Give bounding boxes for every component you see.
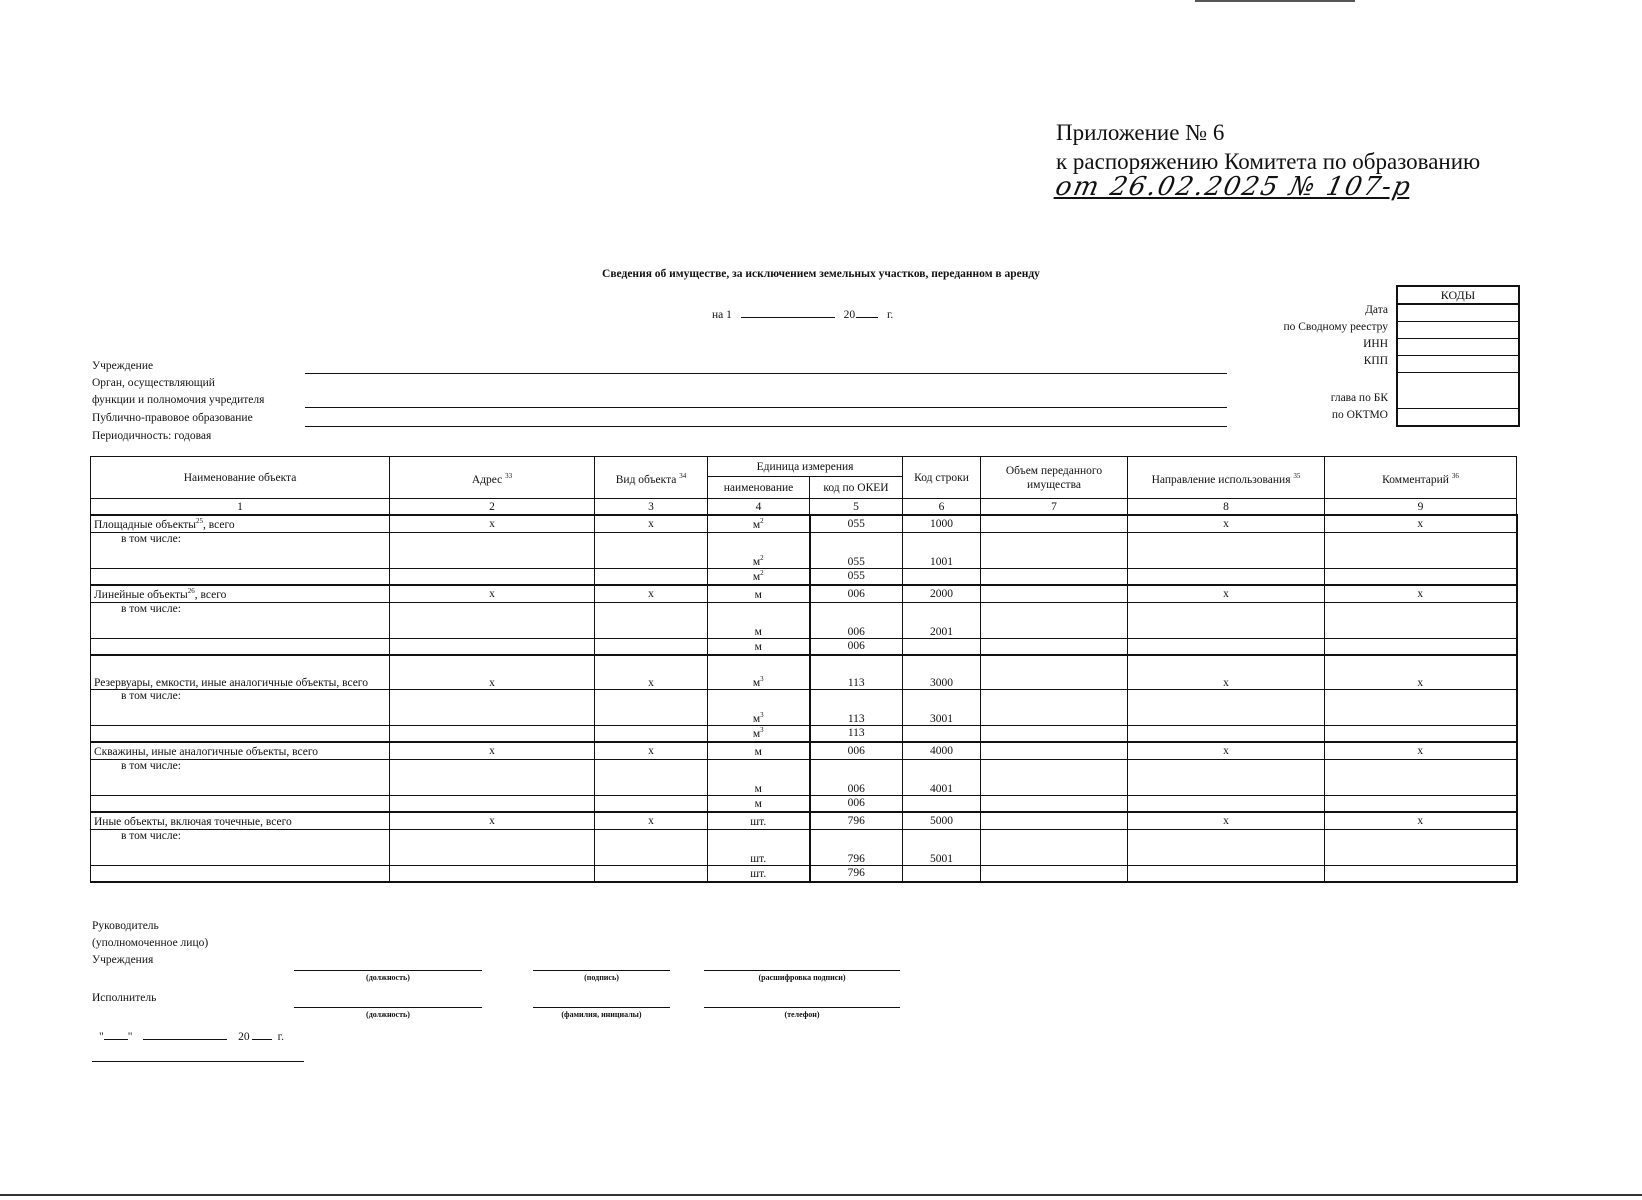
- code-label-date: Дата: [1365, 304, 1388, 316]
- unit-text: м: [754, 588, 762, 601]
- volume-cell[interactable]: [981, 655, 1128, 689]
- col-number: 8: [1128, 499, 1325, 516]
- caption-decode: (расшифровка подписи): [758, 973, 846, 982]
- section-name-cell: [91, 515, 390, 532]
- bottom-rule: [92, 1061, 304, 1062]
- code-label-inn: ИНН: [1363, 338, 1388, 350]
- head-label-line2: (уполномоченное лицо): [92, 937, 209, 949]
- address-cell: х: [390, 515, 595, 532]
- header-unit-name: наименование: [708, 477, 810, 499]
- volume-cell[interactable]: [981, 829, 1128, 865]
- unit-name-cell: [708, 568, 810, 585]
- kind-cell[interactable]: [595, 759, 708, 795]
- unit-superscript: 2: [760, 516, 764, 525]
- row-code-cell: 2001: [903, 602, 981, 638]
- year-suffix: г.: [887, 309, 894, 321]
- unit-name-cell: [708, 865, 810, 882]
- including-cell: [91, 532, 390, 568]
- header-unit: Единица измерения: [708, 457, 903, 477]
- header-object-name: Наименование объекта: [91, 457, 390, 499]
- comment-cell: х: [1325, 655, 1517, 689]
- unit-text: м: [752, 712, 761, 725]
- section-name-cell: [91, 585, 390, 602]
- unit-name-cell: [708, 689, 810, 725]
- including-cell: [91, 829, 390, 865]
- handwritten-date-number: от 26.02.2025 № 107-р: [1052, 172, 1415, 202]
- unit-name-cell: [708, 742, 810, 759]
- comment-cell[interactable]: [1325, 602, 1517, 638]
- code-cell-registry[interactable]: [1398, 322, 1518, 339]
- row-code-cell: 5001: [903, 829, 981, 865]
- okei-cell: 055: [810, 568, 903, 585]
- comment-cell: х: [1325, 515, 1517, 532]
- volume-cell[interactable]: [981, 532, 1128, 568]
- unit-name-cell: [708, 585, 810, 602]
- address-cell[interactable]: [390, 602, 595, 638]
- direction-cell[interactable]: [1128, 865, 1325, 882]
- section-blank-row: [91, 865, 1517, 882]
- address-cell: х: [390, 655, 595, 689]
- kind-cell: х: [595, 585, 708, 602]
- okei-cell: 006: [810, 795, 903, 812]
- section-total-row: [91, 812, 1517, 829]
- kind-cell[interactable]: [595, 865, 708, 882]
- okei-cell: 055: [810, 515, 903, 532]
- unit-text: м: [752, 728, 761, 741]
- name-cell[interactable]: [91, 638, 390, 655]
- month-blank-field[interactable]: [143, 1028, 227, 1040]
- header-unit-okei: код по ОКЕИ: [810, 477, 903, 499]
- row-code-cell: 1001: [903, 532, 981, 568]
- section-blank-row: [91, 725, 1517, 742]
- year-prefix: 20: [843, 309, 856, 321]
- code-label-kpp: КПП: [1363, 355, 1388, 367]
- header-comment: Комментарий $^{36}$: [1325, 457, 1517, 499]
- organ-label-line2: функции и полномочия учредителя: [92, 394, 265, 406]
- unit-name-cell: [708, 655, 810, 689]
- year-blank-field[interactable]: [856, 306, 878, 318]
- appendix-reference: к распоряжению Комитета по образованию: [1056, 149, 1481, 174]
- head-label-line3: Учреждения: [92, 954, 154, 966]
- head-decode-line[interactable]: [704, 970, 900, 971]
- column-numbers-row: [91, 499, 1517, 516]
- kind-cell[interactable]: [595, 725, 708, 742]
- col-number: 4: [708, 499, 810, 516]
- direction-cell[interactable]: [1128, 532, 1325, 568]
- row-code-cell: 4000: [903, 742, 981, 759]
- address-cell: х: [390, 585, 595, 602]
- comment-cell[interactable]: [1325, 689, 1517, 725]
- comment-cell: х: [1325, 812, 1517, 829]
- section-name-cell: [91, 655, 390, 689]
- direction-cell[interactable]: [1128, 689, 1325, 725]
- section-name: Скважины, иные аналогичные объекты, всего: [94, 745, 319, 758]
- periodicity-label: Периодичность: годовая: [92, 430, 212, 442]
- row-code-cell: 1000: [903, 515, 981, 532]
- row-code-cell[interactable]: [903, 865, 981, 882]
- col-number: 9: [1325, 499, 1517, 516]
- including-label: в том числе:: [121, 689, 181, 702]
- header-address: Адрес $^{33}$: [390, 457, 595, 499]
- report-date-line: [712, 306, 893, 321]
- section-total-row: [91, 585, 1517, 602]
- section-including-row: [91, 602, 1517, 638]
- section-blank-row: [91, 795, 1517, 812]
- section-name: Линейные объекты: [94, 588, 188, 601]
- document-title: Сведения об имуществе, за исключением земельных участков, переданном в аренду: [602, 268, 1040, 280]
- unit-text: м: [752, 571, 761, 584]
- row-code-cell[interactable]: [903, 725, 981, 742]
- including-cell: [91, 759, 390, 795]
- col-number: 1: [91, 499, 390, 516]
- volume-cell[interactable]: [981, 812, 1128, 829]
- okei-cell: 006: [810, 759, 903, 795]
- direction-cell: х: [1128, 742, 1325, 759]
- address-cell: х: [390, 812, 595, 829]
- unit-text: шт.: [750, 852, 767, 865]
- volume-cell[interactable]: [981, 759, 1128, 795]
- quote-close: ": [127, 1031, 133, 1043]
- day-blank-field[interactable]: [104, 1028, 128, 1040]
- volume-cell[interactable]: [981, 725, 1128, 742]
- direction-cell: х: [1128, 812, 1325, 829]
- unit-name-cell: [708, 795, 810, 812]
- col-number: 3: [595, 499, 708, 516]
- including-label: в том числе:: [121, 829, 181, 842]
- direction-cell[interactable]: [1128, 638, 1325, 655]
- volume-cell[interactable]: [981, 602, 1128, 638]
- unit-name-cell: [708, 829, 810, 865]
- volume-cell[interactable]: [981, 795, 1128, 812]
- okei-cell: 113: [810, 655, 903, 689]
- unit-text: м: [754, 641, 762, 654]
- volume-cell[interactable]: [981, 742, 1128, 759]
- kind-cell[interactable]: [595, 568, 708, 585]
- unit-text: м: [752, 676, 761, 689]
- address-cell[interactable]: [390, 532, 595, 568]
- okei-cell: 006: [810, 742, 903, 759]
- kind-cell[interactable]: [595, 602, 708, 638]
- caption-position-2: (должность): [366, 1010, 410, 1019]
- institution-label: Учреждение: [92, 360, 154, 372]
- section-blank-row: [91, 568, 1517, 585]
- address-cell[interactable]: [390, 759, 595, 795]
- col-number: 5: [810, 499, 903, 516]
- public-entity-label: Публично-правовое образование: [92, 412, 253, 424]
- unit-name-cell: [708, 602, 810, 638]
- okei-cell: 113: [810, 725, 903, 742]
- section-footnote: 25: [196, 516, 204, 525]
- comment-cell[interactable]: [1325, 532, 1517, 568]
- codes-box: [1396, 285, 1520, 427]
- public-entity-field-line[interactable]: [305, 426, 1227, 427]
- section-footnote: 26: [187, 586, 195, 595]
- unit-name-cell: [708, 515, 810, 532]
- header-volume: Объем переданного имущества: [981, 457, 1128, 499]
- including-label: в том числе:: [121, 602, 181, 615]
- section-name-cell: [91, 812, 390, 829]
- signature-date-line: [99, 1028, 284, 1046]
- code-cell-kpp[interactable]: [1398, 356, 1518, 373]
- code-cell-inn[interactable]: [1398, 339, 1518, 356]
- header-object-kind: Вид объекта $^{34}$: [595, 457, 708, 499]
- address-cell[interactable]: [390, 638, 595, 655]
- section-name: Иные объекты, включая точечные, всего: [94, 815, 292, 828]
- okei-cell: 796: [810, 865, 903, 882]
- address-cell[interactable]: [390, 795, 595, 812]
- unit-superscript: 2: [760, 569, 764, 578]
- volume-cell[interactable]: [981, 865, 1128, 882]
- sig-year-blank-field[interactable]: [252, 1028, 272, 1040]
- head-position-line[interactable]: [294, 970, 482, 971]
- section-name: Резервуары, емкости, иные аналогичные объекты, всего: [94, 676, 368, 689]
- appendix-number: Приложение № 6: [1056, 120, 1225, 145]
- executor-label: Исполнитель: [92, 992, 157, 1004]
- section-total-row: [91, 742, 1517, 759]
- unit-text: м: [754, 782, 762, 795]
- header-direction: Направление использования $^{35}$: [1128, 457, 1325, 499]
- col-number: 2: [390, 499, 595, 516]
- kind-cell[interactable]: [595, 829, 708, 865]
- okei-cell: 006: [810, 602, 903, 638]
- direction-cell[interactable]: [1128, 602, 1325, 638]
- executor-position-line[interactable]: [294, 1007, 482, 1008]
- section-including-row: [91, 532, 1517, 568]
- unit-text: м: [752, 518, 761, 531]
- unit-superscript: 3: [760, 726, 764, 735]
- okei-cell: 113: [810, 689, 903, 725]
- scan-bottom-edge: [0, 1194, 1642, 1196]
- unit-name-cell: [708, 532, 810, 568]
- direction-cell: х: [1128, 655, 1325, 689]
- direction-cell[interactable]: [1128, 829, 1325, 865]
- unit-name-cell: [708, 725, 810, 742]
- including-label: в том числе:: [121, 532, 181, 545]
- year-prefix-sig: 20: [238, 1031, 250, 1043]
- row-code-cell[interactable]: [903, 638, 981, 655]
- address-cell[interactable]: [390, 689, 595, 725]
- unit-superscript: 2: [760, 553, 764, 562]
- section-name-tail: , всего: [203, 518, 235, 531]
- including-cell: [91, 602, 390, 638]
- address-cell: х: [390, 742, 595, 759]
- unit-text: шт.: [750, 868, 767, 881]
- row-code-cell: 3001: [903, 689, 981, 725]
- organ-field-line[interactable]: [305, 407, 1227, 408]
- unit-text: шт.: [750, 815, 767, 828]
- row-code-cell: 2000: [903, 585, 981, 602]
- row-code-cell[interactable]: [903, 568, 981, 585]
- comment-cell[interactable]: [1325, 759, 1517, 795]
- code-cell-date[interactable]: [1398, 305, 1518, 322]
- appendix-block: [1056, 118, 1480, 176]
- volume-cell[interactable]: [981, 638, 1128, 655]
- col-number: 7: [981, 499, 1128, 516]
- signature-head-block: [92, 918, 208, 969]
- institution-field-line[interactable]: [305, 373, 1227, 374]
- row-code-cell: 3000: [903, 655, 981, 689]
- code-cell-oktmo[interactable]: [1398, 409, 1518, 425]
- caption-fio: (фамилия, инициалы): [561, 1010, 642, 1019]
- row-code-cell: 5000: [903, 812, 981, 829]
- row-code-cell: 4001: [903, 759, 981, 795]
- unit-text: м: [752, 555, 761, 568]
- property-table: [90, 456, 1518, 883]
- address-cell[interactable]: [390, 725, 595, 742]
- quote-open: ": [99, 1031, 104, 1043]
- volume-cell[interactable]: [981, 515, 1128, 532]
- address-cell[interactable]: [390, 568, 595, 585]
- col-number: 6: [903, 499, 981, 516]
- comment-cell[interactable]: [1325, 829, 1517, 865]
- kind-cell: х: [595, 515, 708, 532]
- unit-name-cell: [708, 638, 810, 655]
- scan-edge-mark: [1195, 0, 1355, 2]
- address-cell[interactable]: [390, 829, 595, 865]
- organ-label-line1: Орган, осуществляющий: [92, 377, 215, 389]
- section-name: Площадные объекты: [94, 518, 197, 531]
- code-cell-bk[interactable]: [1398, 373, 1518, 409]
- comment-cell: х: [1325, 742, 1517, 759]
- kind-cell[interactable]: [595, 532, 708, 568]
- okei-cell: 796: [810, 829, 903, 865]
- code-label-bk: глава по БК: [1330, 392, 1388, 404]
- header-row-code: Код строки: [903, 457, 981, 499]
- name-cell[interactable]: [91, 795, 390, 812]
- okei-cell: 055: [810, 532, 903, 568]
- comment-cell[interactable]: [1325, 638, 1517, 655]
- executor-phone-line[interactable]: [704, 1007, 900, 1008]
- comment-cell[interactable]: [1325, 795, 1517, 812]
- code-label-registry: по Сводному реестру: [1283, 321, 1388, 333]
- comment-cell: х: [1325, 585, 1517, 602]
- kind-cell[interactable]: [595, 689, 708, 725]
- row-code-cell[interactable]: [903, 795, 981, 812]
- unit-text: м: [754, 798, 762, 811]
- section-name-cell: [91, 742, 390, 759]
- unit-superscript: 3: [760, 674, 764, 683]
- section-blank-row: [91, 638, 1517, 655]
- head-label-line1: Руководитель: [92, 920, 159, 932]
- direction-cell: х: [1128, 515, 1325, 532]
- date-prefix: на 1: [712, 309, 732, 321]
- unit-name-cell: [708, 759, 810, 795]
- volume-cell[interactable]: [981, 568, 1128, 585]
- direction-cell[interactable]: [1128, 568, 1325, 585]
- comment-cell[interactable]: [1325, 568, 1517, 585]
- including-label: в том числе:: [121, 759, 181, 772]
- volume-cell[interactable]: [981, 585, 1128, 602]
- section-including-row: [91, 829, 1517, 865]
- unit-superscript: 3: [760, 710, 764, 719]
- direction-cell: х: [1128, 585, 1325, 602]
- kind-cell: х: [595, 812, 708, 829]
- date-blank-field[interactable]: [741, 306, 835, 318]
- okei-cell: 006: [810, 638, 903, 655]
- comment-cell[interactable]: [1325, 865, 1517, 882]
- address-cell[interactable]: [390, 865, 595, 882]
- year-suffix-sig: г.: [277, 1031, 284, 1043]
- section-name-tail: , всего: [194, 588, 227, 601]
- unit-text: м: [754, 745, 762, 758]
- kind-cell: х: [595, 655, 708, 689]
- unit-name-cell: [708, 812, 810, 829]
- codes-header: КОДЫ: [1398, 287, 1518, 305]
- direction-cell[interactable]: [1128, 795, 1325, 812]
- kind-cell[interactable]: [595, 638, 708, 655]
- section-including-row: [91, 689, 1517, 725]
- name-cell[interactable]: [91, 725, 390, 742]
- caption-signature: (подпись): [584, 973, 619, 982]
- section-total-row: [91, 515, 1517, 532]
- caption-phone: (телефон): [784, 1010, 820, 1019]
- direction-cell[interactable]: [1128, 725, 1325, 742]
- volume-cell[interactable]: [981, 689, 1128, 725]
- code-label-oktmo: по ОКТМО: [1331, 409, 1388, 421]
- section-total-row: [91, 655, 1517, 689]
- section-including-row: [91, 759, 1517, 795]
- executor-fio-line[interactable]: [533, 1007, 670, 1008]
- kind-cell: х: [595, 742, 708, 759]
- unit-text: м: [754, 625, 762, 638]
- name-cell[interactable]: [91, 865, 390, 882]
- direction-cell[interactable]: [1128, 759, 1325, 795]
- comment-cell[interactable]: [1325, 725, 1517, 742]
- including-cell: [91, 689, 390, 725]
- okei-cell: 006: [810, 585, 903, 602]
- caption-position: (должность): [366, 973, 410, 982]
- head-signature-line[interactable]: [533, 970, 670, 971]
- okei-cell: 796: [810, 812, 903, 829]
- kind-cell[interactable]: [595, 795, 708, 812]
- name-cell[interactable]: [91, 568, 390, 585]
